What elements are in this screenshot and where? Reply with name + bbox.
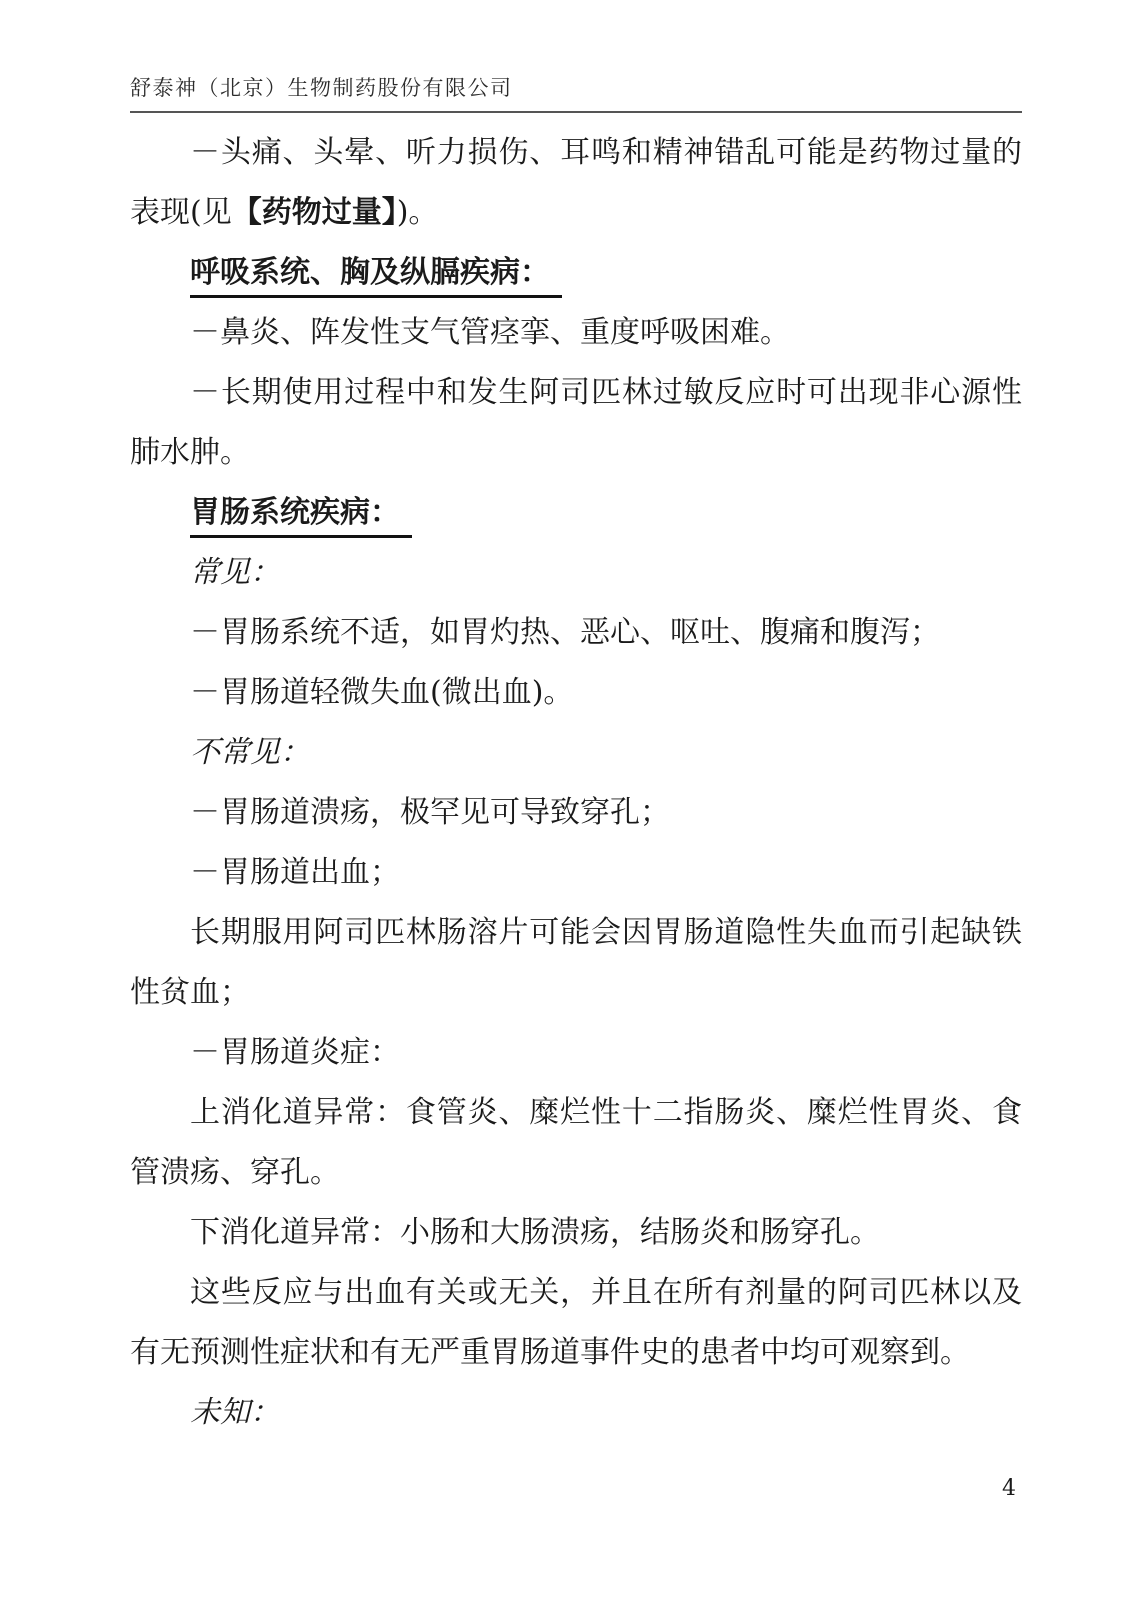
text-run: 胃肠系统疾病：	[190, 495, 412, 538]
paragraph	[130, 843, 1022, 903]
document-body	[130, 123, 1022, 1443]
text-run: －胃肠道出血；	[190, 855, 400, 890]
paragraph	[130, 1083, 1022, 1203]
text-run: －胃肠道炎症：	[190, 1035, 400, 1070]
text-run: －鼻炎、阵发性支气管痉挛、重度呼吸困难。	[190, 315, 790, 350]
text-run: 长期服用阿司匹林肠溶片可能会因胃肠道隐性失血而引起缺铁性贫血；	[130, 915, 1022, 1010]
text-run: 上消化道异常：食管炎、糜烂性十二指肠炎、糜烂性胃炎、食管溃疡、穿孔。	[130, 1095, 1022, 1190]
section-heading	[130, 243, 1022, 303]
text-run: 这些反应与出血有关或无关，并且在所有剂量的阿司匹林以及有无预测性症状和有无严重胃肠道事件史的患者中均可观察到。	[130, 1275, 1022, 1370]
paragraph	[130, 1023, 1022, 1083]
text-run: 【药物过量】	[231, 195, 397, 230]
paragraph	[130, 663, 1022, 723]
frequency-label	[130, 543, 1022, 603]
page-number: 4	[1002, 1476, 1016, 1501]
company-name: 舒泰神（北京）生物制药股份有限公司	[130, 76, 513, 100]
page-header	[130, 72, 1022, 113]
text-run: 呼吸系统、胸及纵膈疾病：	[190, 255, 562, 298]
paragraph	[130, 303, 1022, 363]
text-run: 下消化道异常：小肠和大肠溃疡，结肠炎和肠穿孔。	[190, 1215, 880, 1250]
frequency-label	[130, 723, 1022, 783]
text-run: －长期使用过程中和发生阿司匹林过敏反应时可出现非心源性肺水肿。	[130, 375, 1022, 470]
paragraph	[130, 783, 1022, 843]
text-run: )。	[396, 195, 439, 230]
text-run: －头痛、头晕、听力损伤、耳鸣和精神错乱可能是药物过量的表现(见	[130, 135, 1022, 230]
text-run: 常见：	[190, 555, 280, 590]
text-run: 未知：	[190, 1395, 280, 1430]
paragraph	[130, 363, 1022, 483]
paragraph	[130, 1203, 1022, 1263]
frequency-label	[130, 1383, 1022, 1443]
text-run: －胃肠道溃疡，极罕见可导致穿孔；	[190, 795, 670, 830]
paragraph	[130, 1263, 1022, 1383]
text-run: －胃肠系统不适，如胃灼热、恶心、呕吐、腹痛和腹泻；	[190, 615, 940, 650]
paragraph	[130, 603, 1022, 663]
text-run: 不常见：	[190, 735, 310, 770]
text-run: －胃肠道轻微失血(微出血)。	[190, 675, 574, 710]
paragraph	[130, 123, 1022, 243]
section-heading	[130, 483, 1022, 543]
paragraph	[130, 903, 1022, 1023]
